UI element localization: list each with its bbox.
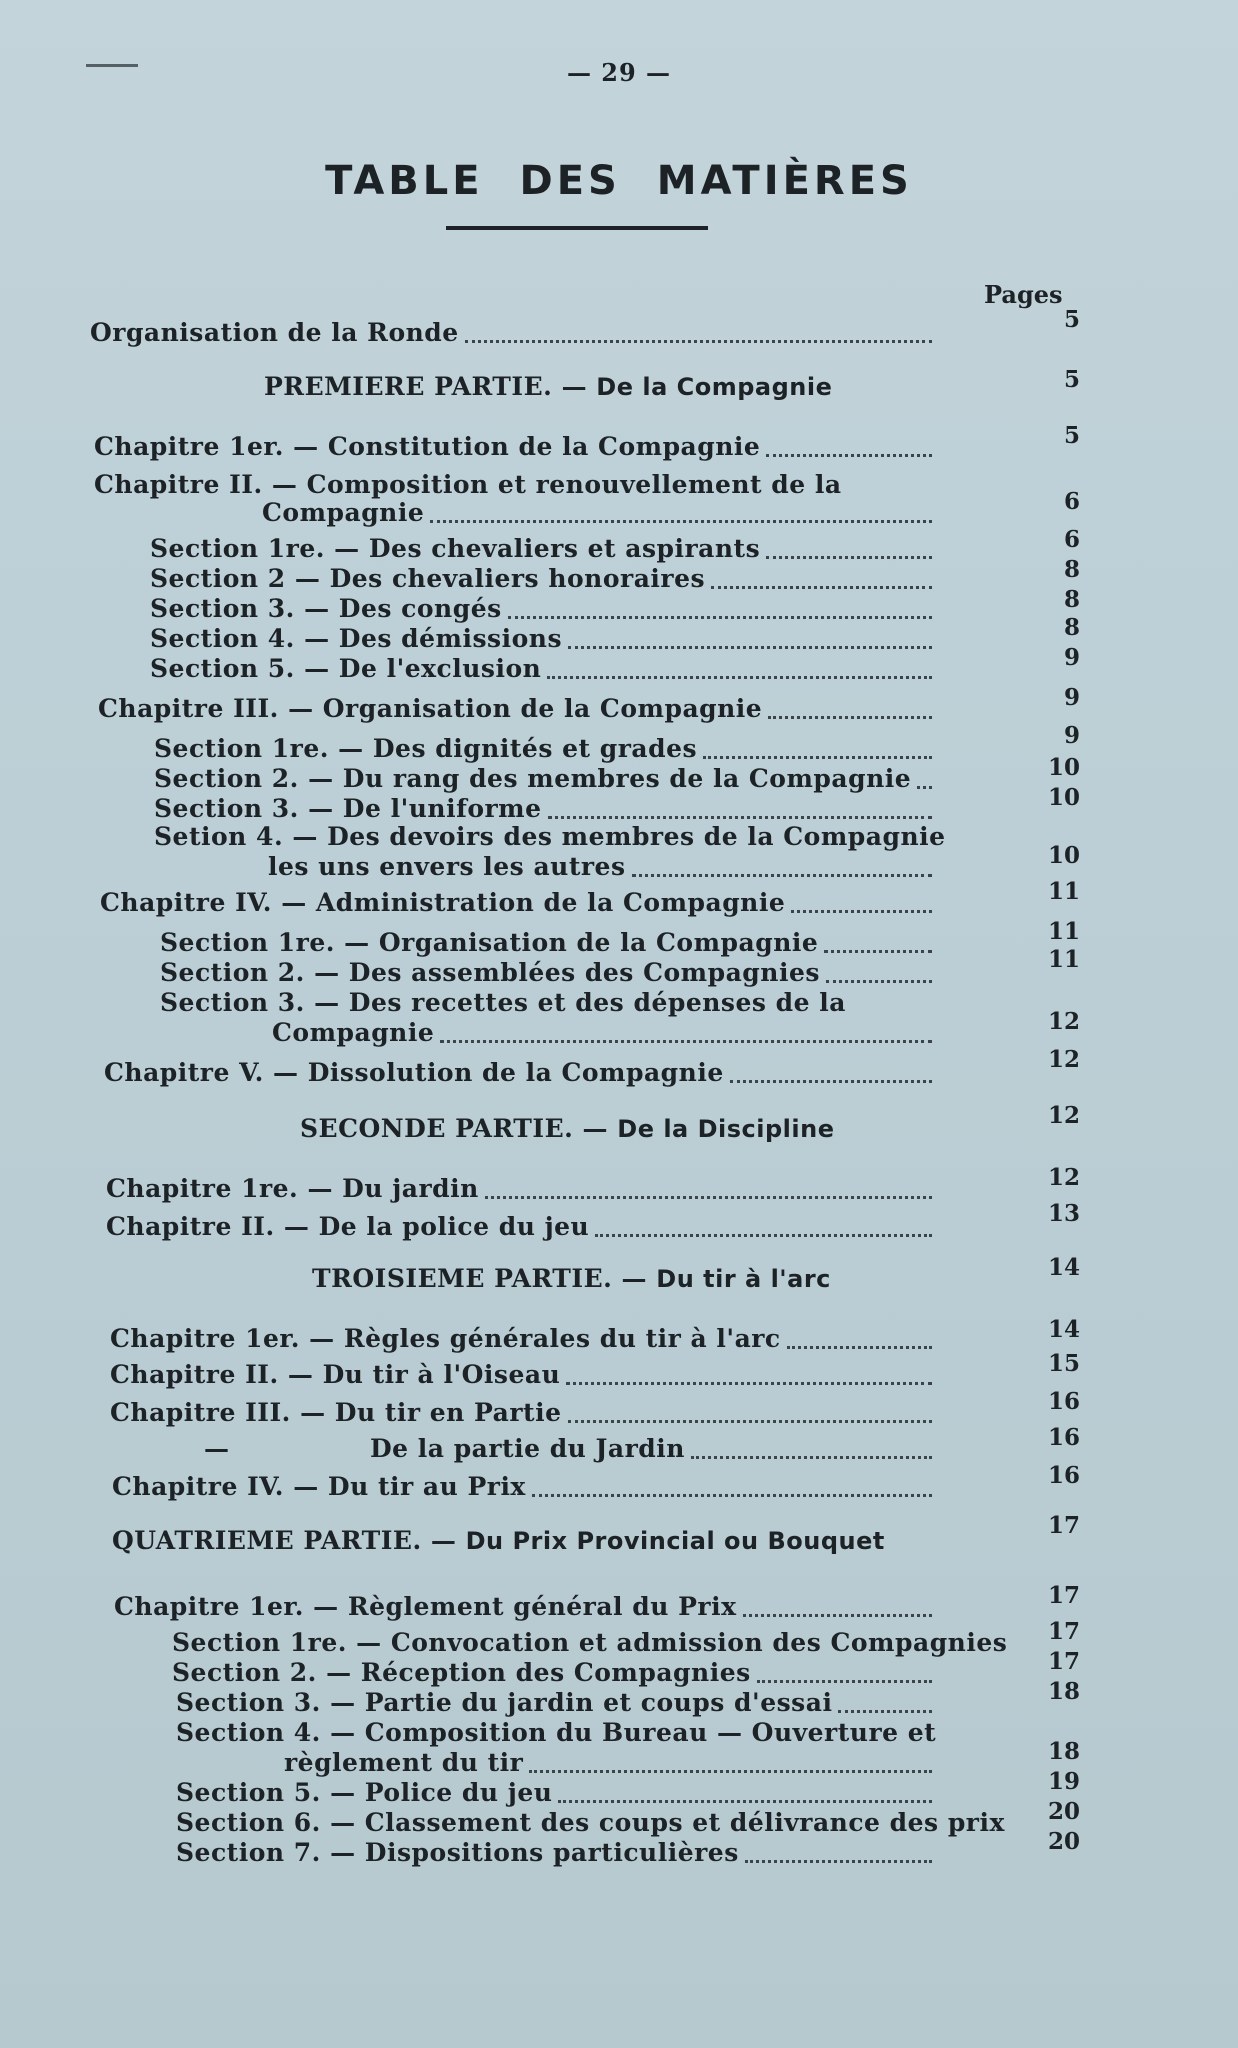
toc-part-heading — [312, 1264, 831, 1293]
toc-page-number: 11 — [1047, 946, 1080, 973]
toc-entry-label: Chapitre 1er. — Règlement général du Prix — [114, 1592, 737, 1621]
toc-page-number: 8 — [1063, 614, 1080, 641]
toc-entry-label: Section 2. — Du rang des membres de la Compagnie — [154, 764, 912, 793]
toc-entry — [104, 1058, 724, 1088]
toc-entry-label: Section 4. — Composition du Bureau — Ouverture et — [176, 1718, 937, 1747]
toc-entry — [176, 1838, 739, 1868]
toc-page-number: 10 — [1047, 842, 1080, 869]
dot-leader — [632, 872, 932, 877]
toc-entry-label: Chapitre II. — Composition et renouvellement de la — [94, 470, 842, 499]
toc-entry-label: Section 3. — Partie du jardin et coups d'essai — [176, 1688, 833, 1717]
toc-entry — [176, 1808, 1005, 1838]
toc-entry — [160, 988, 846, 1018]
toc-page-number: 18 — [1047, 1678, 1080, 1705]
toc-entry — [150, 654, 541, 684]
dot-leader — [548, 814, 932, 819]
toc-entry-label: Chapitre 1re. — Du jardin — [106, 1174, 479, 1203]
toc-entry-label: Section 7. — Dispositions particulières — [176, 1838, 739, 1867]
dot-leader — [826, 978, 932, 983]
toc-entry — [112, 1472, 526, 1502]
toc-page-number: 17 — [1047, 1582, 1080, 1609]
toc-entry — [98, 694, 762, 724]
toc-page-number: 11 — [1047, 878, 1080, 905]
dot-leader — [532, 1492, 932, 1497]
dot-leader — [730, 1078, 932, 1083]
toc-entry — [160, 958, 820, 988]
dot-leader — [766, 452, 932, 457]
toc-page-number: 16 — [1047, 1462, 1080, 1489]
toc-entry-label: Section 6. — Classement des coups et délivrance des prix — [176, 1808, 1005, 1837]
toc-entry — [90, 318, 459, 348]
dot-leader — [440, 1038, 932, 1043]
part-title: TROISIEME PARTIE. — — [312, 1264, 657, 1293]
toc-part-heading — [264, 372, 832, 401]
toc-entry-label: les uns envers les autres — [268, 852, 626, 881]
toc-page-number: 20 — [1047, 1798, 1080, 1825]
toc-page-number: 8 — [1063, 586, 1080, 613]
toc-entry — [106, 1212, 589, 1242]
toc-entry-label: Section 2. — Des assemblées des Compagnies — [160, 958, 820, 987]
toc-entry — [150, 534, 760, 564]
toc-entry — [154, 794, 542, 824]
toc-entry — [176, 1718, 936, 1748]
dot-leader — [568, 1418, 933, 1423]
toc-page-number: 9 — [1063, 684, 1080, 711]
toc-page-number: 12 — [1047, 1008, 1080, 1035]
toc-page-number: 10 — [1047, 754, 1080, 781]
dot-leader — [917, 784, 932, 789]
toc-entry — [150, 624, 562, 654]
dot-leader — [745, 1858, 932, 1863]
part-subtitle: De la Discipline — [617, 1115, 835, 1143]
toc-page-number: 17 — [1047, 1618, 1080, 1645]
toc-entry — [110, 1360, 560, 1390]
toc-page-number: 19 — [1047, 1768, 1080, 1795]
toc-entry — [154, 734, 697, 764]
toc-entry-label: Chapitre 1er. — Constitution de la Compagnie — [94, 432, 761, 461]
title-underline — [446, 226, 708, 230]
dot-leader — [529, 1768, 932, 1773]
toc-entry-label: Section 1re. — Des chevaliers et aspirants — [150, 534, 761, 563]
dot-leader — [743, 1612, 933, 1617]
toc-entry — [154, 764, 911, 794]
toc-page-number: 13 — [1047, 1200, 1080, 1227]
toc-entry-label: — — [204, 1434, 230, 1463]
toc-entry-label: Setion 4. — Des devoirs des membres de la Compagnie — [154, 822, 946, 851]
toc-entry — [154, 822, 946, 852]
toc-entry — [176, 1778, 552, 1808]
toc-page-number: 16 — [1047, 1424, 1080, 1451]
toc-page-number: 6 — [1063, 526, 1080, 553]
toc-page-number: 11 — [1047, 918, 1080, 945]
toc-entry-label: Section 1re. — Des dignités et grades — [154, 734, 698, 763]
toc-entry-label: Chapitre III. — Organisation de la Compagnie — [98, 694, 763, 723]
toc-entry-label: Organisation de la Ronde — [90, 318, 459, 347]
toc-entry-label: Chapitre II. — De la police du jeu — [106, 1212, 590, 1241]
part-subtitle: De la Compagnie — [596, 373, 833, 401]
toc-page-number: 5 — [1063, 306, 1080, 333]
toc-page-number: 12 — [1047, 1102, 1080, 1129]
toc-page-number: 15 — [1047, 1350, 1080, 1377]
toc-entry — [262, 498, 424, 528]
toc-entry-label: Chapitre IV. — Du tir au Prix — [112, 1472, 526, 1501]
dot-leader — [757, 1678, 932, 1683]
toc-entry-label: De la partie du Jardin — [370, 1434, 685, 1463]
toc-page-number: 14 — [1047, 1316, 1080, 1343]
part-subtitle: Du tir à l'arc — [656, 1265, 831, 1293]
toc-page-number: 16 — [1047, 1388, 1080, 1415]
toc-page-number: 12 — [1047, 1046, 1080, 1073]
toc-entry — [110, 1324, 781, 1354]
toc-page-number: 17 — [1047, 1512, 1080, 1539]
toc-entry-label: Section 5. — Police du jeu — [176, 1778, 553, 1807]
dot-leader — [787, 1344, 932, 1349]
dot-leader — [465, 338, 932, 343]
toc-page-number: 20 — [1047, 1828, 1080, 1855]
toc-entry — [150, 564, 705, 594]
toc-entry-label: Compagnie — [272, 1018, 435, 1047]
toc-page-number: 9 — [1063, 644, 1080, 671]
dot-leader — [768, 714, 932, 719]
part-title: SECONDE PARTIE. — — [300, 1114, 618, 1143]
dot-leader — [547, 674, 932, 679]
toc-entry-label: règlement du tir — [284, 1748, 524, 1777]
dot-leader — [791, 908, 932, 913]
toc-entry — [172, 1628, 1007, 1658]
toc-entry-label: Chapitre III. — Du tir en Partie — [110, 1398, 562, 1427]
toc-page-number: 8 — [1063, 556, 1080, 583]
toc-entry — [172, 1658, 751, 1688]
toc-page-number: 9 — [1063, 722, 1080, 749]
dot-leader — [703, 754, 932, 759]
toc-entry-label: Chapitre 1er. — Règles générales du tir à l'arc — [110, 1324, 781, 1353]
toc-part-heading — [300, 1114, 834, 1143]
toc-entry — [370, 1434, 685, 1464]
dot-leader — [566, 1380, 932, 1385]
dot-leader — [691, 1454, 932, 1459]
toc-entry — [150, 594, 502, 624]
toc-entry — [272, 1018, 434, 1048]
toc-entry — [94, 432, 760, 462]
toc-entry — [284, 1748, 523, 1778]
toc-page-number: 14 — [1047, 1254, 1080, 1281]
toc-entry-label: Section 3. — Des congés — [150, 594, 502, 623]
toc-entry-label: Chapitre IV. — Administration de la Compagnie — [100, 888, 786, 917]
page-number: — 29 — — [566, 58, 672, 87]
toc-page-number: 10 — [1047, 784, 1080, 811]
part-title: QUATRIEME PARTIE. — — [112, 1526, 466, 1555]
dot-leader — [838, 1708, 932, 1713]
toc-page-number: 12 — [1047, 1164, 1080, 1191]
toc-entry — [204, 1434, 230, 1464]
toc-entry — [268, 852, 626, 882]
toc-entry — [114, 1592, 737, 1622]
toc-entry-label: Compagnie — [262, 498, 425, 527]
dot-leader — [485, 1194, 932, 1199]
toc-entry — [160, 928, 818, 958]
toc-entry-label: Section 1re. — Organisation de la Compagnie — [160, 928, 819, 957]
pages-column-header: Pages — [984, 280, 1063, 309]
dot-leader — [711, 584, 932, 589]
dot-leader — [568, 644, 932, 649]
dot-leader — [430, 518, 932, 523]
toc-entry — [106, 1174, 479, 1204]
toc-part-heading — [112, 1526, 885, 1555]
dot-leader — [824, 948, 932, 953]
dot-leader — [595, 1232, 932, 1237]
dot-leader — [558, 1798, 932, 1803]
toc-entry-label: Section 5. — De l'exclusion — [150, 654, 542, 683]
toc-entry-label: Chapitre V. — Dissolution de la Compagnie — [104, 1058, 724, 1087]
toc-entry-label: Section 3. — De l'uniforme — [154, 794, 542, 823]
dot-leader — [766, 554, 932, 559]
toc-entry-label: Section 4. — Des démissions — [150, 624, 563, 653]
toc-entry — [100, 888, 785, 918]
toc-page-number: 5 — [1063, 366, 1080, 393]
toc-entry-label: Chapitre II. — Du tir à l'Oiseau — [110, 1360, 561, 1389]
toc-entry — [110, 1398, 562, 1428]
toc-entry — [94, 470, 842, 500]
dot-leader — [508, 614, 932, 619]
toc-page-number: 17 — [1047, 1648, 1080, 1675]
toc-page-number: 5 — [1063, 422, 1080, 449]
page-title: TABLE DES MATIÈRES — [325, 158, 913, 204]
toc-entry — [176, 1688, 832, 1718]
part-title: PREMIERE PARTIE. — — [264, 372, 597, 401]
part-subtitle: Du Prix Provincial ou Bouquet — [465, 1527, 885, 1555]
toc-entry-label: Section 3. — Des recettes et des dépenses de la — [160, 988, 846, 1017]
toc-page-number: 6 — [1063, 488, 1080, 515]
toc-page-number: 18 — [1047, 1738, 1080, 1765]
toc-entry-label: Section 1re. — Convocation et admission des Compagnies — [172, 1628, 1008, 1657]
toc-entry-label: Section 2 — Des chevaliers honoraires — [150, 564, 706, 593]
toc-entry-label: Section 2. — Réception des Compagnies — [172, 1658, 751, 1687]
